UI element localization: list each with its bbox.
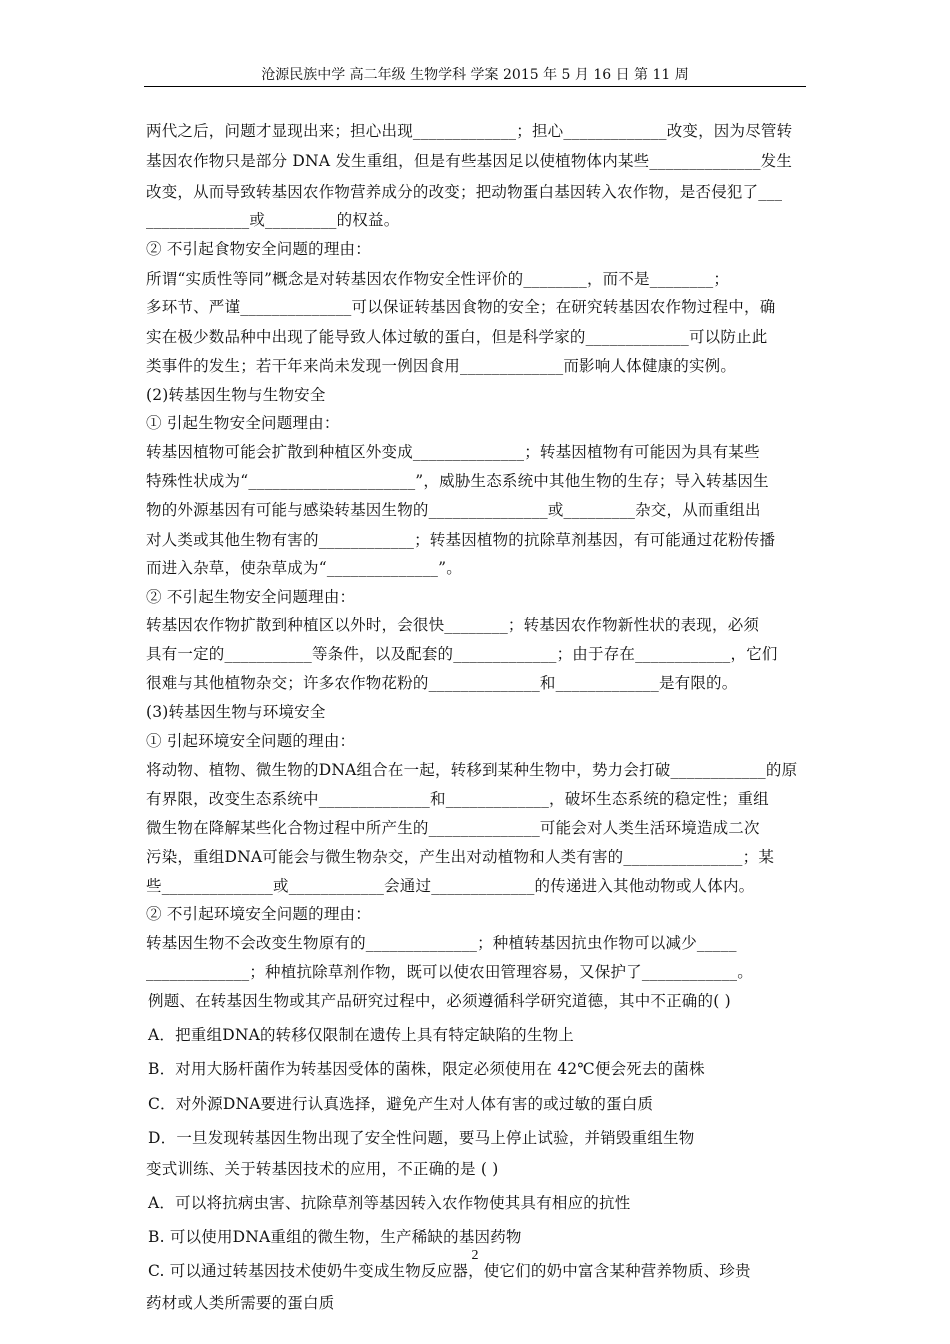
- text-line: 微生物在降解某些化合物过程中所产生的______________可能会对人类生活环境造成二次: [146, 819, 760, 837]
- page-number: 2: [471, 1248, 479, 1263]
- text-line: 多环节、严谨______________可以保证转基因食物的安全；在研究转基因农作物过程中，确: [146, 298, 776, 316]
- text-line: 物的外源基因有可能与感染转基因生物的_______________或_________杂交，从而重组出: [146, 501, 761, 519]
- text-line: 将动物、植物、微生物的DNA组合在一起，转移到某种生物中，势力会打破____________的原: [146, 761, 798, 779]
- text-line: ① 引起生物安全问题理由：: [146, 414, 340, 432]
- text-line: (2)转基因生物与生物安全: [146, 386, 326, 404]
- text-line: 转基因农作物扩散到种植区以外时，会很快________；转基因农作物新性状的表现，必须: [146, 616, 760, 634]
- text-line: 些______________或____________会通过_____________的传递进入其他动物或人体内。: [146, 877, 755, 895]
- text-line: _____________或_________的权益。: [146, 211, 400, 229]
- text-line: 基因农作物只是部分 DNA 发生重组，但是有些基因足以使植物体内某些______________发生: [146, 152, 793, 170]
- text-line: 改变，从而导致转基因农作物营养成分的改变；把动物蛋白基因转入农作物，是否侵犯了___: [146, 183, 783, 201]
- text-line: 污染，重组DNA可能会与微生物杂交，产生出对动植物和人类有害的_______________；某: [146, 848, 775, 866]
- text-line: 例题、在转基因生物或其产品研究过程中，必须遵循科学研究道德，其中不正确的( ): [148, 992, 731, 1010]
- text-line: ② 不引起环境安全问题的理由：: [146, 905, 371, 923]
- header-rule: [144, 86, 806, 87]
- text-line: ① 引起环境安全问题的理由：: [146, 732, 356, 750]
- text-line: 变式训练、关于转基因技术的应用，不正确的是 ( ): [146, 1160, 499, 1178]
- text-line: 转基因植物可能会扩散到种植区外变成______________；转基因植物有可能因为具有某些: [146, 443, 760, 461]
- text-line: 类事件的发生；若干年来尚未发现一例因食用_____________而影响人体健康的实例。: [146, 357, 737, 375]
- text-line: D．一旦发现转基因生物出现了安全性问题，要马上停止试验，并销毁重组生物: [148, 1129, 695, 1147]
- text-line: 很难与其他植物杂交；许多农作物花粉的______________和_____________是有限的。: [146, 674, 738, 692]
- text-line: 对人类或其他生物有害的____________；转基因植物的抗除草剂基因，有可能通过花粉传播: [146, 531, 776, 549]
- text-line: B. 可以使用DNA重组的微生物，生产稀缺的基因药物: [148, 1228, 522, 1246]
- text-line: _____________；种植抗除草剂作物，既可以使农田管理容易，又保护了____________。: [146, 963, 753, 981]
- text-line: C．对外源DNA要进行认真选择，避免产生对人体有害的或过敏的蛋白质: [148, 1095, 654, 1113]
- text-line: 特殊性状成为“_____________________”，威胁生态系统中其他生物的生存；导入转基因生: [146, 472, 769, 490]
- text-line: 实在极少数品种中出现了能导致人体过敏的蛋白，但是科学家的_____________可以防止此: [146, 328, 768, 346]
- text-line: C. 可以通过转基因技术使奶牛变成生物反应器，使它们的奶中富含某种营养物质、珍贵: [148, 1262, 751, 1280]
- text-line: A．可以将抗病虫害、抗除草剂等基因转入农作物使其具有相应的抗性: [148, 1194, 631, 1212]
- text-line: 有界限，改变生态系统中______________和_____________，破坏生态系统的稳定性；重组: [146, 790, 769, 808]
- text-line: 药材或人类所需要的蛋白质: [146, 1294, 335, 1312]
- text-line: 具有一定的___________等条件，以及配套的_____________；由于存在____________，它们: [146, 645, 778, 663]
- text-line: 转基因生物不会改变生物原有的______________；种植转基因抗虫作物可以减少_____: [146, 934, 737, 952]
- text-line: (3)转基因生物与环境安全: [146, 703, 326, 721]
- text-line: ② 不引起食物安全问题的理由：: [146, 240, 371, 258]
- text-line: 而进入杂草，使杂草成为“______________”。: [146, 559, 462, 577]
- page-header: 沧源民族中学 高二年级 生物学科 学案 2015 年 5 月 16 日 第 11 周: [261, 67, 689, 83]
- text-line: 两代之后，问题才显现出来；担心出现_____________；担心_____________改变，因为尽管转: [146, 122, 793, 140]
- text-line: ② 不引起生物安全问题理由：: [146, 588, 356, 606]
- text-line: A．把重组DNA的转移仅限制在遗传上具有特定缺陷的生物上: [148, 1026, 574, 1044]
- text-line: 所谓“实质性等同”概念是对转基因农作物安全性评价的________，而不是________；: [146, 270, 730, 288]
- text-line: B．对用大肠杆菌作为转基因受体的菌株，限定必须使用在 42℃便会死去的菌株: [148, 1060, 705, 1078]
